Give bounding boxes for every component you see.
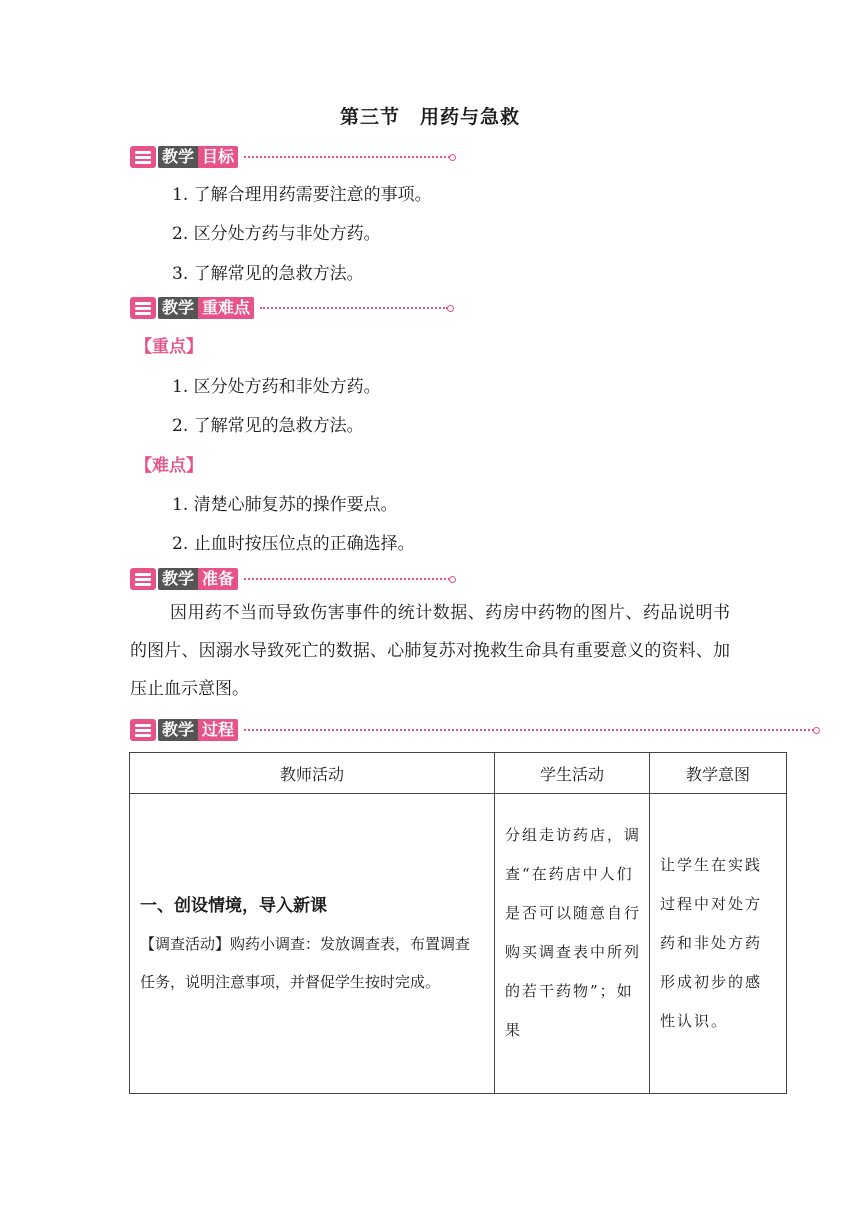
column-header-intent: 教学意图 <box>650 753 787 794</box>
section-header-prep <box>130 566 450 592</box>
difficulty-item: 1. 清楚心肺复苏的操作要点。 <box>172 495 398 515</box>
key-item: 2. 了解常见的急救方法。 <box>172 416 364 436</box>
table-row <box>130 794 787 1094</box>
key-label: 【重点】 <box>135 337 203 357</box>
dotted-divider <box>244 729 814 731</box>
book-icon <box>130 568 156 590</box>
prep-paragraph: 因用药不当而导致伤害事件的统计数据、药房中药物的图片、药品说明书的图片、因溺水导致死亡的数据、心肺复苏对挽救生命具有重要意义的资料、加压止血示意图。 <box>130 603 730 699</box>
section-label-main: 教学 <box>158 568 198 590</box>
goal-item: 1. 了解合理用药需要注意的事项。 <box>172 185 432 205</box>
section-label-main: 教学 <box>158 719 198 741</box>
stage-heading: 一、创设情境，导入新课 <box>140 895 327 916</box>
page-title: 第三节 用药与急救 <box>339 106 520 128</box>
section-label-sub: 准备 <box>198 568 238 590</box>
difficulty-label: 【难点】 <box>135 456 203 476</box>
key-item: 1. 区分处方药和非处方药。 <box>172 377 381 397</box>
student-activity-cell: 分组走访药店，调查“在药店中人们是否可以随意自行购买调查表中所列的若干药物”；如果 <box>495 794 650 1094</box>
section-header-goals <box>130 144 450 170</box>
dotted-divider <box>244 578 450 580</box>
table-header-row <box>130 753 787 794</box>
section-label-sub: 重难点 <box>198 297 254 319</box>
section-label-main: 教学 <box>158 146 198 168</box>
teacher-activity-cell <box>130 794 495 1094</box>
section-header-keypoints <box>130 295 448 321</box>
book-icon <box>130 146 156 168</box>
teacher-activity-text: 【调查活动】购药小调查：发放调查表，布置调查任务，说明注意事项，并督促学生按时完成。 <box>140 934 471 991</box>
column-header-student: 学生活动 <box>495 753 650 794</box>
teaching-intent-cell: 让学生在实践过程中对处方药和非处方药形成初步的感性认识。 <box>650 794 787 1094</box>
goal-item: 3. 了解常见的急救方法。 <box>172 264 364 284</box>
section-header-process <box>130 717 814 743</box>
section-label-sub: 过程 <box>198 719 238 741</box>
dotted-divider <box>244 156 450 158</box>
section-label-sub: 目标 <box>198 146 238 168</box>
section-label-main: 教学 <box>158 297 198 319</box>
process-table <box>129 752 787 1094</box>
column-header-teacher: 教师活动 <box>130 753 495 794</box>
book-icon <box>130 719 156 741</box>
dotted-divider <box>260 307 448 309</box>
difficulty-item: 2. 止血时按压位点的正确选择。 <box>172 534 415 554</box>
book-icon <box>130 297 156 319</box>
goal-item: 2. 区分处方药与非处方药。 <box>172 224 381 244</box>
